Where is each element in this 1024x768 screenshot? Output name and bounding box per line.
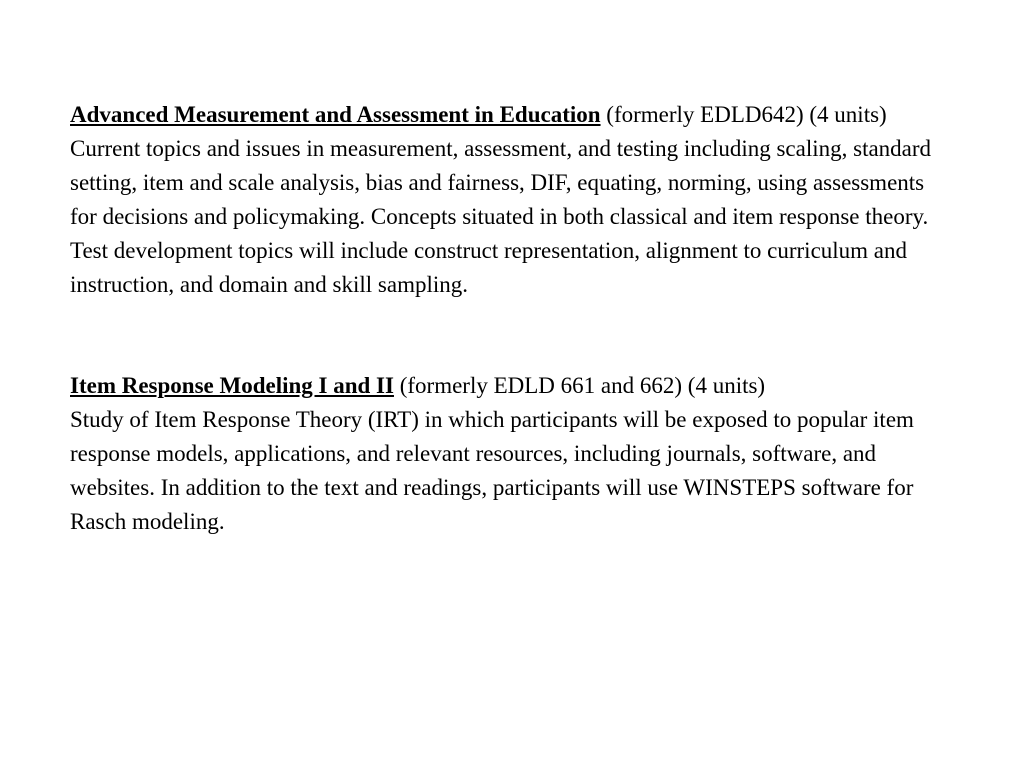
course-meta: (formerly EDLD642) (4 units) bbox=[600, 102, 887, 127]
course-description: Current topics and issues in measurement, assessment, and testing including scaling, standard setting, item and scale analysis, bias and fairness, DIF, equating, norming, using assessments for decisions and policymaking. Concepts situated in both classical and item response theory. Test development topics will include construct representation, alignment to curriculum and instruction, and domain and skill sampling. bbox=[70, 136, 932, 297]
course-entry-advanced-measurement bbox=[70, 98, 948, 302]
course-meta: (formerly EDLD 661 and 662) (4 units) bbox=[393, 373, 766, 398]
course-description: Study of Item Response Theory (IRT) in which participants will be exposed to popular item response models, applications, and relevant resources, including journals, software, and websites. In addition to the text and readings, participants will use WINSTEPS software for Rasch modeling. bbox=[70, 407, 914, 534]
course-title: Item Response Modeling I and II bbox=[70, 373, 394, 398]
course-entry-item-response-modeling bbox=[70, 369, 948, 539]
course-title: Advanced Measurement and Assessment in Education bbox=[70, 102, 601, 127]
